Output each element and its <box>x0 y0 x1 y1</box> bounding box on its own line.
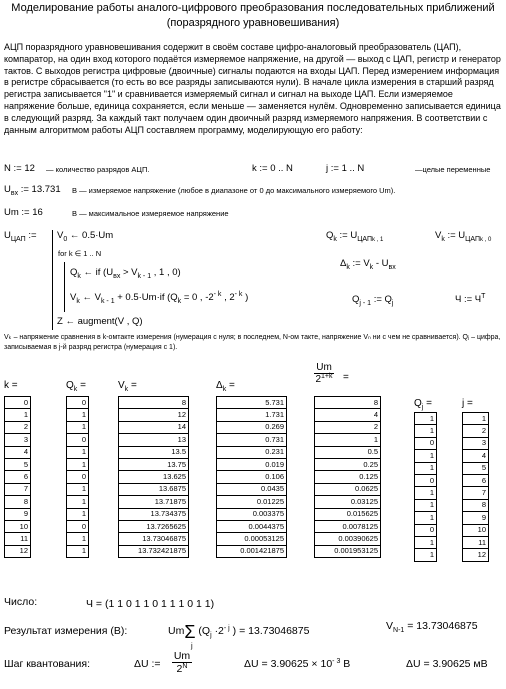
table-row <box>315 421 381 433</box>
table-vk[interactable] <box>118 396 189 558</box>
qj-definition[interactable]: $Q_{j - 1}$ := $Q_j$ <box>352 294 394 307</box>
table-cell[interactable]: 13.5 <box>119 446 189 458</box>
um-description: В — максимальное измеряемое напряжение <box>72 209 229 218</box>
table-cell[interactable]: 0 <box>415 437 437 449</box>
table-row <box>217 471 287 483</box>
table-cell[interactable]: 0.00053125 <box>217 533 287 545</box>
table-row <box>315 483 381 495</box>
table-cell[interactable]: 10 <box>5 520 31 532</box>
table-cell[interactable]: 1 <box>67 421 89 433</box>
program-line-z: Z ← augment(V , Q) <box>57 316 143 327</box>
table-row <box>5 483 31 495</box>
table-cell[interactable]: 13.75 <box>119 458 189 470</box>
table-cell[interactable]: 0.106 <box>217 471 287 483</box>
table-row <box>315 471 381 483</box>
table-row <box>217 397 287 409</box>
table-vk-header: $V_k$ = <box>118 380 137 393</box>
vk-definition[interactable]: $V_k$ := $U_{ЦАПk , 0}$ <box>435 230 492 243</box>
table-row <box>315 496 381 508</box>
table-row <box>315 520 381 532</box>
table-row <box>217 483 287 495</box>
table-row <box>415 474 437 486</box>
table-row <box>217 458 287 470</box>
table-row <box>217 545 287 557</box>
table-row <box>119 409 189 421</box>
table-cell[interactable]: 0.003375 <box>217 508 287 520</box>
result-label: Результат измерения (В): <box>4 625 128 637</box>
table-cell[interactable]: 1 <box>463 413 489 425</box>
table-row <box>67 397 89 409</box>
table-cell[interactable]: 1 <box>67 496 89 508</box>
table-cell[interactable]: 0.019 <box>217 458 287 470</box>
table-row <box>315 458 381 470</box>
table-cell[interactable]: 1 <box>315 434 381 446</box>
table-row <box>119 533 189 545</box>
program-lhs[interactable]: $U_{ЦАП}$ := <box>4 230 37 243</box>
table-cell[interactable]: 1 <box>5 409 31 421</box>
table-row <box>5 471 31 483</box>
table-cell[interactable]: 2 <box>5 421 31 433</box>
table-row <box>5 434 31 446</box>
table-row <box>67 446 89 458</box>
table-cell[interactable]: 1 <box>67 545 89 557</box>
table-cell[interactable]: 11 <box>5 533 31 545</box>
table-cell[interactable]: 12 <box>5 545 31 557</box>
table-row <box>217 409 287 421</box>
table-row <box>315 397 381 409</box>
page-title-line2: (поразрядного уравновешивания) <box>166 17 340 29</box>
table-row <box>5 496 31 508</box>
table-cell[interactable]: 6 <box>5 471 31 483</box>
table-row <box>463 474 489 486</box>
table-row <box>5 458 31 470</box>
table-row <box>5 397 31 409</box>
table-um2-eq: = <box>343 372 349 383</box>
table-cell[interactable]: 5 <box>5 458 31 470</box>
table-cell[interactable]: 5.731 <box>217 397 287 409</box>
k-range-definition[interactable]: k := 0 .. N <box>252 163 293 174</box>
table-cell[interactable]: 1 <box>415 413 437 425</box>
table-row <box>119 545 189 557</box>
result-sum-index: j <box>191 641 193 650</box>
table-cell[interactable]: 1 <box>67 508 89 520</box>
table-delta[interactable] <box>216 396 287 558</box>
table-cell[interactable]: 9 <box>5 508 31 520</box>
table-row <box>119 520 189 532</box>
du-definition[interactable]: ΔU := <box>134 658 161 670</box>
table-row <box>67 520 89 532</box>
table-cell[interactable]: 13.734375 <box>119 508 189 520</box>
table-row <box>463 549 489 561</box>
table-j[interactable] <box>462 412 489 562</box>
table-row <box>67 545 89 557</box>
table-j-body <box>463 413 489 562</box>
table-um2-body <box>315 397 381 558</box>
table-k[interactable] <box>4 396 31 558</box>
table-cell[interactable]: 7 <box>463 487 489 499</box>
table-row <box>415 425 437 437</box>
table-row <box>67 421 89 433</box>
table-cell[interactable]: 1 <box>415 549 437 561</box>
table-cell[interactable]: 9 <box>463 512 489 524</box>
table-row <box>463 450 489 462</box>
table-cell[interactable]: 0.001421875 <box>217 545 287 557</box>
table-cell[interactable]: 13.6875 <box>119 483 189 495</box>
table-cell[interactable]: 0.0625 <box>315 483 381 495</box>
table-qj-header: $Q_j$ = <box>414 398 432 411</box>
table-cell[interactable]: 1 <box>67 458 89 470</box>
table-cell[interactable]: 13 <box>119 434 189 446</box>
table-cell[interactable]: 11 <box>463 536 489 548</box>
table-row <box>119 496 189 508</box>
table-k-header: k = <box>4 380 18 391</box>
table-row <box>463 437 489 449</box>
table-row <box>415 437 437 449</box>
table-cell[interactable]: 1 <box>415 499 437 511</box>
table-cell[interactable]: 2 <box>463 425 489 437</box>
delta-k-definition[interactable]: $\Delta_k$ := $V_k - U_{вх}$ <box>340 258 396 271</box>
table-row <box>217 421 287 433</box>
table-cell[interactable]: 0.0044375 <box>217 520 287 532</box>
table-row <box>67 434 89 446</box>
page-title-line1: Моделирование работы аналого-цифрового преобразования последовательных приближений <box>11 2 495 14</box>
table-cell[interactable]: 1 <box>67 446 89 458</box>
table-row <box>67 471 89 483</box>
table-cell[interactable]: 0.731 <box>217 434 287 446</box>
table-row <box>217 446 287 458</box>
table-um2[interactable] <box>314 396 381 558</box>
table-k-body <box>5 397 31 558</box>
table-cell[interactable]: 0 <box>67 471 89 483</box>
table-cell[interactable]: 1.731 <box>217 409 287 421</box>
table-vk-body <box>119 397 189 558</box>
table-cell[interactable]: 1 <box>67 533 89 545</box>
table-cell[interactable]: 1 <box>67 409 89 421</box>
table-cell[interactable]: 13.625 <box>119 471 189 483</box>
table-cell[interactable]: 4 <box>463 450 489 462</box>
program-for-loop: for k ∈ 1 .. N <box>58 249 102 258</box>
description-paragraph: АЦП поразрядного уравновешивания содержит в своём составе цифро-аналоговый преобразователь (ЦАП), компаратор, на один вход которого подаётся измеряемое напряжение, на другой — выход с ЦАП, регистр и генератор тактов. С выходов регистра цифровые (двоичные) сигналы подаются на входы ЦАП. Перед измерением информация в регистре сбрасывается (то есть во все разряды записываются нули). В начале цикла измерения в старший разряд регистра записывается "1" и сравнивается измеряемый сигнал и сигнал на выходе ЦАП. Если измеряемое напряжение больше, единица сохраняется, если меньше — заменяется нулём. Одновременно записывается единица в следующий разряд. За каждый такт получаем один двоичный разряд измеряемого напряжения. В соответствии с данным алгоритмом работы АЦП составляем программу, моделирующую его работу: <box>4 42 501 135</box>
program-bracket-outer <box>52 230 53 330</box>
table-row <box>5 421 31 433</box>
table-row <box>315 409 381 421</box>
table-cell[interactable]: 1 <box>415 487 437 499</box>
number-label: Число: <box>4 596 38 608</box>
table-cell[interactable]: 0 <box>67 434 89 446</box>
table-cell[interactable]: 0 <box>5 397 31 409</box>
table-row <box>5 545 31 557</box>
table-row <box>119 508 189 520</box>
qk-definition[interactable]: $Q_k$ := $U_{ЦАПk , 1}$ <box>326 230 384 243</box>
n-description: — количество разрядов АЦП. <box>46 165 150 174</box>
table-cell[interactable]: 4 <box>5 446 31 458</box>
table-row <box>67 508 89 520</box>
table-cell[interactable]: 4 <box>315 409 381 421</box>
table-cell[interactable]: 8 <box>119 397 189 409</box>
table-row <box>119 434 189 446</box>
program-line-qk: $Q_k$ ← if ($U_{вх} > V_{k - 1}$ , 1 , 0) <box>70 267 181 280</box>
table-row <box>119 458 189 470</box>
table-row <box>5 520 31 532</box>
table-row <box>5 508 31 520</box>
table-cell[interactable]: 8 <box>315 397 381 409</box>
table-cell[interactable]: 0.5 <box>315 446 381 458</box>
table-row <box>415 524 437 536</box>
table-cell[interactable]: 5 <box>463 462 489 474</box>
j-range-definition[interactable]: j := 1 .. N <box>326 163 365 174</box>
table-um2-header: Um $2^{1+k}$ <box>315 362 333 385</box>
program-bracket-inner <box>64 262 65 312</box>
n-definition[interactable]: N := 12 <box>4 163 35 174</box>
vn-result: $V_{N-1} = 13.73046875$ <box>386 620 478 634</box>
table-cell[interactable]: 1 <box>415 462 437 474</box>
table-cell[interactable]: 0.0078125 <box>315 520 381 532</box>
table-cell[interactable]: 1 <box>67 483 89 495</box>
table-qk[interactable] <box>66 396 89 558</box>
ch-transpose-definition[interactable]: Ч := $Ч^T$ <box>455 293 486 305</box>
table-row <box>67 496 89 508</box>
du-fraction: Um $2^N$ <box>173 650 191 675</box>
table-row <box>463 425 489 437</box>
table-cell[interactable]: 1 <box>415 536 437 548</box>
table-row <box>463 499 489 511</box>
table-cell[interactable]: 1 <box>415 425 437 437</box>
table-row <box>463 413 489 425</box>
integer-vars-description: —целые переменные <box>415 165 491 174</box>
table-cell[interactable]: 0.00390625 <box>315 533 381 545</box>
table-row <box>217 434 287 446</box>
table-row <box>415 487 437 499</box>
table-row <box>315 446 381 458</box>
table-cell[interactable]: 0.231 <box>217 446 287 458</box>
um-definition[interactable]: Um := 16 <box>4 207 43 218</box>
table-cell[interactable]: 0.0435 <box>217 483 287 495</box>
table-qk-header: $Q_k$ = <box>66 380 86 393</box>
table-cell[interactable]: 0.125 <box>315 471 381 483</box>
table-delta-header: $\Delta_k$ = <box>216 380 235 393</box>
table-row <box>315 545 381 557</box>
table-row <box>463 524 489 536</box>
table-cell[interactable]: 0.03125 <box>315 496 381 508</box>
table-cell[interactable]: 0 <box>67 397 89 409</box>
table-row <box>415 450 437 462</box>
table-row <box>415 413 437 425</box>
variables-note: Vₖ – напряжение сравнения в k-омтакте измерения (нумерация с нуля; в последнем, N-ом такте, напряжение Vₙ ни с чем не сравнивается). Qⱼ – цифра, записываемая в j-й разряд регистра (нумерация с 1). <box>4 334 501 351</box>
table-qk-body <box>67 397 89 558</box>
program-line-vk: $V_k$ ← $V_{k - 1} + 0.5\cdot Um\cdot if$ ($Q_k = 0$ , $-2^{- k}$ , $2^{- k}$ ) <box>70 291 249 305</box>
table-row <box>463 462 489 474</box>
table-cell[interactable]: 3 <box>5 434 31 446</box>
table-row <box>217 508 287 520</box>
table-row <box>217 520 287 532</box>
table-row <box>315 434 381 446</box>
table-row <box>119 421 189 433</box>
result-expression: UmΣ ($Q_j \cdot 2^{- j}$ ) = 13.73046875 <box>168 622 310 642</box>
table-row <box>415 462 437 474</box>
number-vector: Ч = (1 1 0 1 1 0 1 1 1 0 1 1) <box>86 598 215 610</box>
table-cell[interactable]: 0.001953125 <box>315 545 381 557</box>
table-row <box>5 533 31 545</box>
table-row <box>5 409 31 421</box>
table-cell[interactable]: 0.25 <box>315 458 381 470</box>
table-cell[interactable]: 6 <box>463 474 489 486</box>
table-row <box>415 512 437 524</box>
table-row <box>67 409 89 421</box>
table-row <box>67 458 89 470</box>
table-row <box>119 471 189 483</box>
table-row <box>415 549 437 561</box>
table-row <box>217 496 287 508</box>
table-cell[interactable]: 0.269 <box>217 421 287 433</box>
table-row <box>67 533 89 545</box>
table-cell[interactable]: 10 <box>463 524 489 536</box>
table-row <box>5 446 31 458</box>
table-row <box>119 483 189 495</box>
table-cell[interactable]: 3 <box>463 437 489 449</box>
ubx-description: В — измеряемое напряжение (любое в диапазоне от 0 до максимального измеряемого Um). <box>72 186 396 195</box>
table-cell[interactable]: 1 <box>415 450 437 462</box>
ubx-definition[interactable]: $U_{вх}$ := 13.731 <box>4 184 61 197</box>
table-delta-body <box>217 397 287 558</box>
table-row <box>315 533 381 545</box>
table-row <box>415 499 437 511</box>
table-cell[interactable]: 12 <box>463 549 489 561</box>
table-row <box>463 487 489 499</box>
table-j-header: j = <box>462 398 473 409</box>
table-cell[interactable]: 13.732421875 <box>119 545 189 557</box>
table-qj[interactable] <box>414 412 437 562</box>
table-cell[interactable]: 14 <box>119 421 189 433</box>
table-row <box>119 397 189 409</box>
table-cell[interactable]: 13.7265625 <box>119 520 189 532</box>
du-result-millivolts: ΔU = 3.90625 мВ <box>406 658 488 670</box>
table-row <box>463 512 489 524</box>
table-qj-body <box>415 413 437 562</box>
table-row <box>463 536 489 548</box>
table-cell[interactable]: 13.73046875 <box>119 533 189 545</box>
table-cell[interactable]: 8 <box>463 499 489 511</box>
table-row <box>67 483 89 495</box>
table-cell[interactable]: 8 <box>5 496 31 508</box>
table-cell[interactable]: 0 <box>415 474 437 486</box>
du-result-volts: $\Delta U = 3.90625 \times 10^{- 3}$ В <box>244 658 351 670</box>
program-line-v0: $V_0$ ← 0.5·Um <box>57 230 114 243</box>
table-row <box>217 533 287 545</box>
table-row <box>315 508 381 520</box>
table-cell[interactable]: 13.71875 <box>119 496 189 508</box>
table-row <box>415 536 437 548</box>
table-row <box>119 446 189 458</box>
table-cell[interactable]: 2 <box>315 421 381 433</box>
table-cell[interactable]: 0.015625 <box>315 508 381 520</box>
step-label: Шаг квантования: <box>4 658 90 670</box>
table-cell[interactable]: 0 <box>415 524 437 536</box>
table-cell[interactable]: 1 <box>415 512 437 524</box>
table-cell[interactable]: 7 <box>5 483 31 495</box>
table-cell[interactable]: 0 <box>67 520 89 532</box>
table-cell[interactable]: 12 <box>119 409 189 421</box>
table-cell[interactable]: 0.01225 <box>217 496 287 508</box>
